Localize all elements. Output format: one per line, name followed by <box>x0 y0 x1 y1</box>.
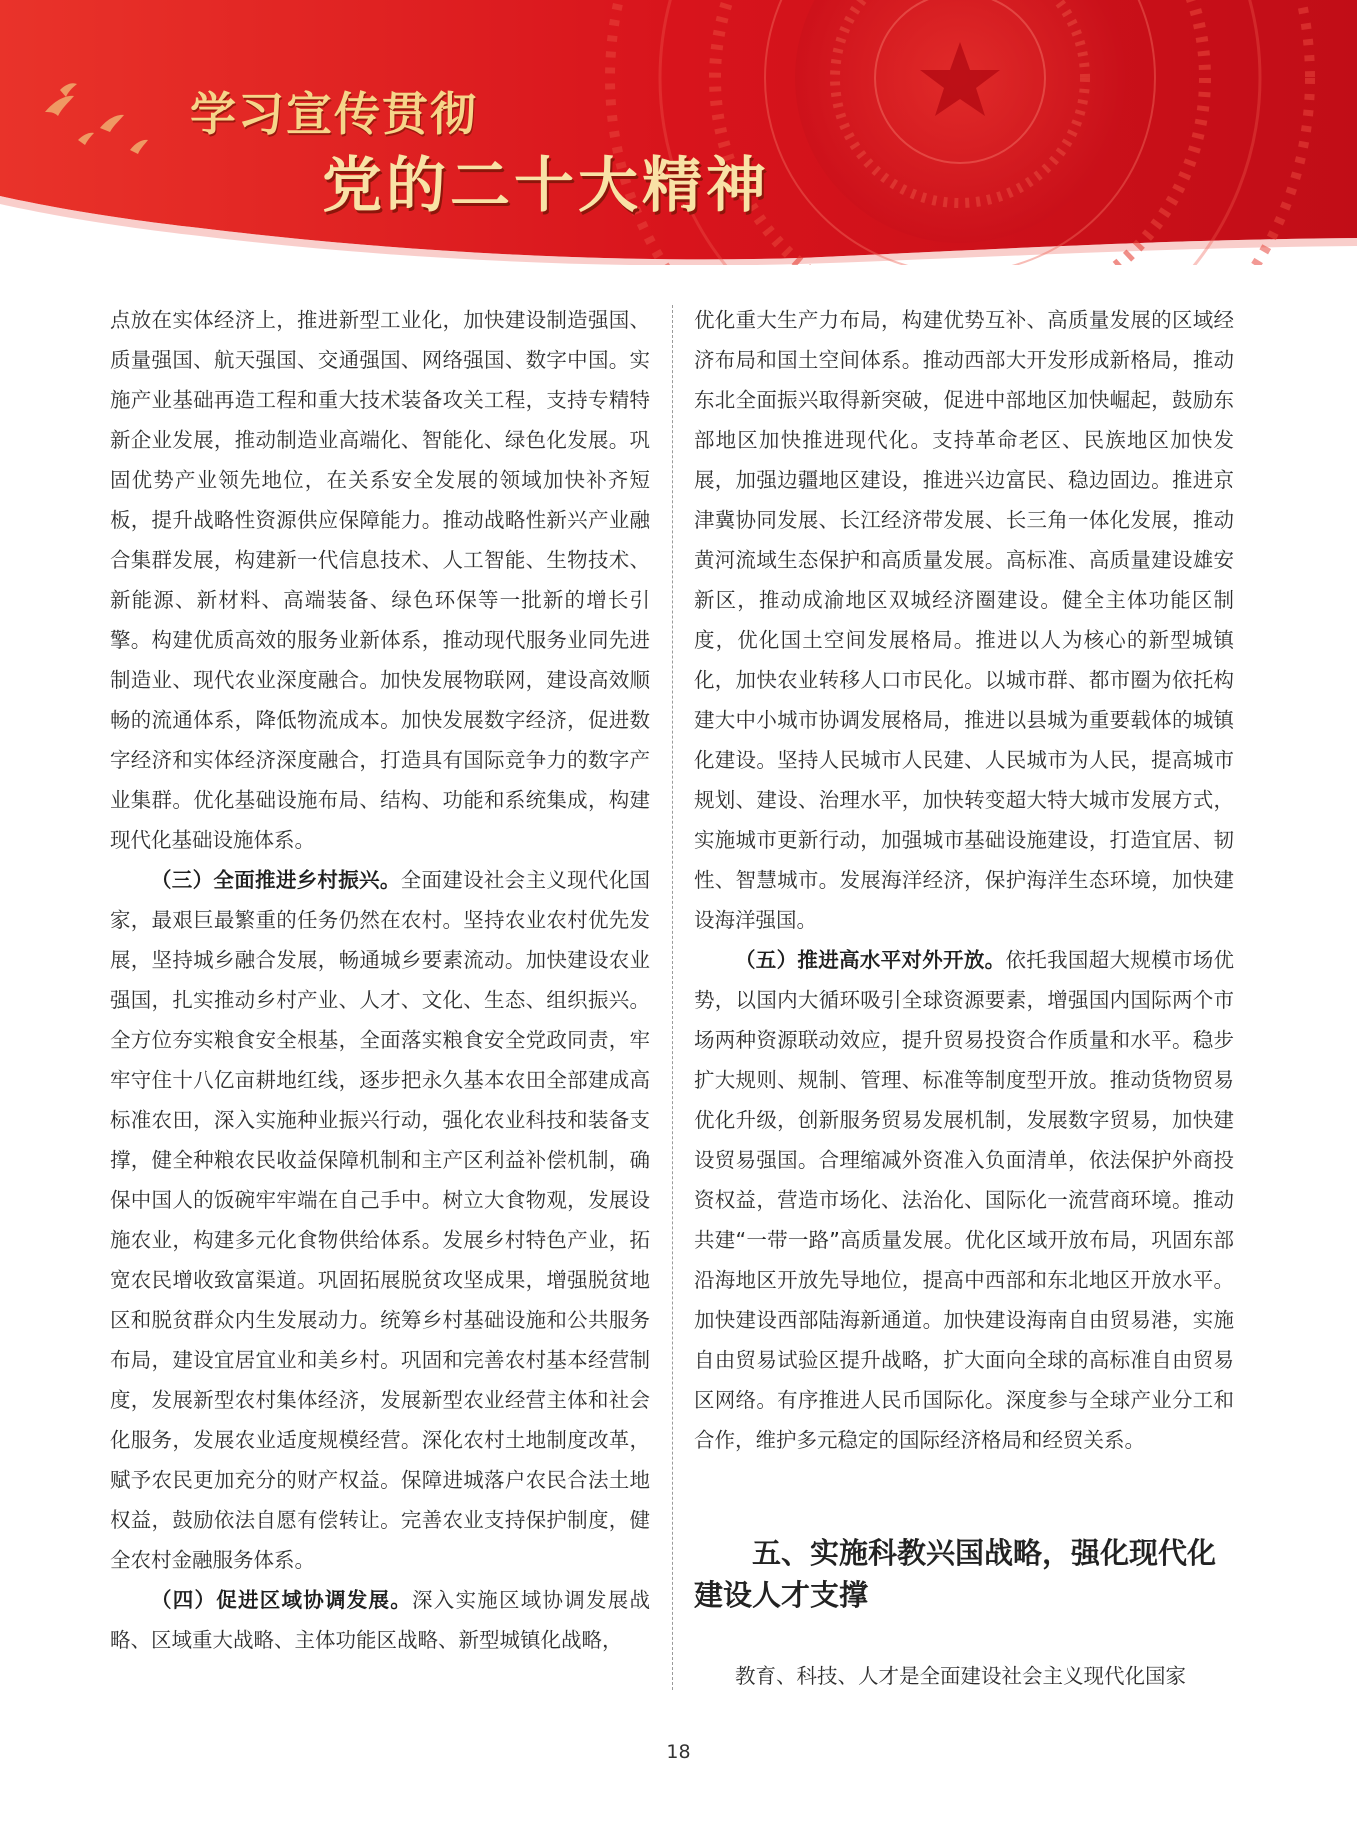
page-number: 18 <box>666 1741 691 1763</box>
paragraph-heading: （四）促进区域协调发展。 <box>151 1588 412 1612</box>
section-heading: 五、实施科教兴国战略，强化现代化建设人才支撑 <box>694 1536 1217 1612</box>
section-lead-paragraph: 教育、科技、人才是全面建设社会主义现代化国家 <box>735 1664 1186 1688</box>
header-banner <box>0 0 1357 265</box>
banner-title-line1: 学习宣传贯彻 <box>190 87 478 141</box>
column-divider <box>672 305 673 1690</box>
paragraph-heading: （五）推进高水平对外开放。 <box>735 948 1006 972</box>
paragraph <box>110 860 650 1580</box>
paragraph-body: 深入实施区域协调发展战略、区域重大战略、主体功能区战略、新型城镇化战略， <box>110 1588 650 1652</box>
paragraph-body: 依托我国超大规模市场优势，以国内大循环吸引全球资源要素，增强国内国际两个市场两种资源联动效应，提升贸易投资合作质量和水平。稳步扩大规则、规制、管理、标准等制度型开放。推动货物贸易优化升级，创新服务贸易发展机制，发展数字贸易，加快建设贸易强国。合理缩减外资准入负面清单，依法保护外商投资权益，营造市场化、法治化、国际化一流营商环境。推动共建“一带一路”高质量发展。优化区域开放布局，巩固东部沿海地区开放先导地位，提高中西部和东北地区开放水平。加快建设西部陆海新通道。加快建设海南自由贸易港，实施自由贸易试验区提升战略，扩大面向全球的高标准自由贸易区网络。有序推进人民币国际化。深度参与全球产业分工和合作，维护多元稳定的国际经济格局和经贸关系。 <box>694 948 1235 1452</box>
paragraph-body: 全面建设社会主义现代化国家，最艰巨最繁重的任务仍然在农村。坚持农业农村优先发展，坚持城乡融合发展，畅通城乡要素流动。加快建设农业强国，扎实推动乡村产业、人才、文化、生态、组织振兴。全方位夯实粮食安全根基，全面落实粮食安全党政同责，牢牢守住十八亿亩耕地红线，逐步把永久基本农田全部建成高标准农田，深入实施种业振兴行动，强化农业科技和装备支撑，健全种粮农民收益保障机制和主产区利益补偿机制，确保中国人的饭碗牢牢端在自己手中。树立大食物观，发展设施农业，构建多元化食物供给体系。发展乡村特色产业，拓宽农民增收致富渠道。巩固拓展脱贫攻坚成果，增强脱贫地区和脱贫群众内生发展动力。统筹乡村基础设施和公共服务布局，建设宜居宜业和美乡村。巩固和完善农村基本经营制度，发展新型农村集体经济，发展新型农业经营主体和社会化服务，发展农业适度规模经营。深化农村土地制度改革，赋予农民更加充分的财产权益。保障进城落户农民合法土地权益，鼓励依法自愿有偿转让。完善农业支持保护制度，健全农村金融服务体系。 <box>110 868 651 1572</box>
paragraph <box>694 940 1234 1460</box>
paragraph: 点放在实体经济上，推进新型工业化，加快建设制造强国、质量强国、航天强国、交通强国、网络强国、数字中国。实施产业基础再造工程和重大技术装备攻关工程，支持专精特新企业发展，推动制造业高端化、智能化、绿色化发展。巩固优势产业领先地位，在关系安全发展的领域加快补齐短板，提升战略性资源供应保障能力。推动战略性新兴产业融合集群发展，构建新一代信息技术、人工智能、生物技术、新能源、新材料、高端装备、绿色环保等一批新的增长引擎。构建优质高效的服务业新体系，推动现代服务业同先进制造业、现代农业深度融合。加快发展物联网，建设高效顺畅的流通体系，降低物流成本。加快发展数字经济，促进数字经济和实体经济深度融合，打造具有国际竞争力的数字产业集群。优化基础设施布局、结构、功能和系统集成，构建现代化基础设施体系。 <box>110 308 650 852</box>
paragraph-heading: （三）全面推进乡村振兴。 <box>151 868 401 892</box>
banner-title-line2: 党的二十大精神 <box>322 151 770 221</box>
paragraph: 优化重大生产力布局，构建优势互补、高质量发展的区域经济布局和国土空间体系。推动西部大开发形成新格局，推动东北全面振兴取得新突破，促进中部地区加快崛起，鼓励东部地区加快推进现代化。支持革命老区、民族地区加快发展，加强边疆地区建设，推进兴边富民、稳边固边。推进京津冀协同发展、长江经济带发展、长三角一体化发展，推动黄河流域生态保护和高质量发展。高标准、高质量建设雄安新区，推动成渝地区双城经济圈建设。健全主体功能区制度，优化国土空间发展格局。推进以人为核心的新型城镇化，加快农业转移人口市民化。以城市群、都市圈为依托构建大中小城市协调发展格局，推进以县城为重要载体的城镇化建设。坚持人民城市人民建、人民城市为人民，提高城市规划、建设、治理水平，加快转变超大特大城市发展方式，实施城市更新行动，加强城市基础设施建设，打造宜居、韧性、智慧城市。发展海洋经济，保护海洋生态环境，加快建设海洋强国。 <box>694 308 1234 932</box>
left-text-column <box>110 300 650 1660</box>
right-text-column <box>694 300 1234 1460</box>
paragraph <box>110 1580 650 1660</box>
